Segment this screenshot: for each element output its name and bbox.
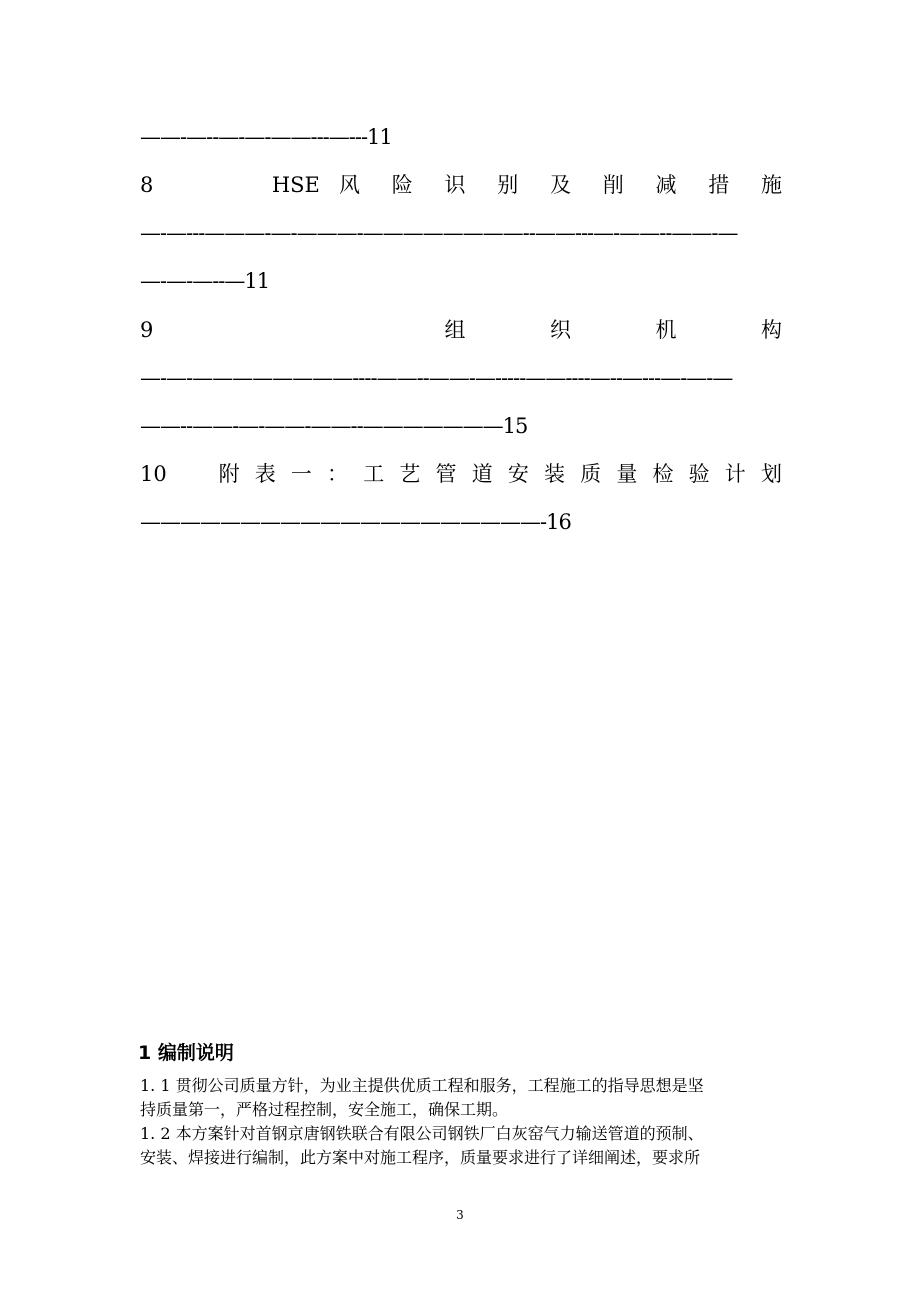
toc-item-10-leader	[140, 507, 782, 537]
toc-item-10-title: 附 表 一 ： 工 艺 管 道 安 装 质 量 检 验 计 划	[218, 462, 782, 486]
paragraph-1-line-1: 1. 1 贯彻公司质量方针，为业主提供优质工程和服务，工程施工的指导思想是坚	[140, 1076, 704, 1095]
toc-item-9-leader	[140, 363, 782, 393]
toc-item-8-page	[140, 266, 782, 296]
toc-item-10-number: 10	[140, 462, 167, 486]
toc-item-9-leader-text: —-—-————————----——--——-—-----——----—--—---—-—-—	[140, 366, 733, 390]
section-heading: 1 编制说明	[138, 1042, 234, 1064]
toc-item-9-title: 组 织 机 构	[444, 318, 782, 342]
toc-item-10-leader-text: ————————————————————-16	[140, 510, 571, 534]
paragraph-1-line-2: 持质量第一，严格过程控制，安全施工，确保工期。	[140, 1100, 509, 1119]
toc-item-9-page-text: ——--——-—-——-——--———————15	[140, 414, 528, 438]
paragraph-2-line-2: 安装、焊接进行编制，此方案中对施工程序，质量要求进行了详细阐述，要求所	[140, 1148, 701, 1167]
toc-item-9-page	[140, 411, 782, 441]
toc-item-8-number: 8	[140, 173, 154, 197]
toc-item-8-leader-text: —-—---———-—-———-————————--——---—-——--——-—	[140, 221, 738, 245]
toc-item-8	[140, 170, 782, 200]
toc-item-8-title: HSE 风 险 识 别 及 削 减 措 施	[271, 173, 782, 197]
toc-item-8-leader	[140, 218, 782, 248]
toc-item-9-number: 9	[140, 318, 154, 342]
toc-leader-text: ——-—--—-—-——---—---11	[140, 125, 392, 149]
page-number: 3	[456, 1208, 464, 1222]
toc-leader-line	[140, 122, 782, 152]
toc-item-9	[140, 315, 782, 345]
toc-item-10	[140, 459, 782, 489]
toc-item-8-page-text: —-—-—--—11	[140, 269, 270, 293]
paragraph-2-line-1: 1. 2 本方案针对首钢京唐钢铁联合有限公司钢铁厂白灰窑气力输送管道的预制、	[140, 1124, 704, 1143]
